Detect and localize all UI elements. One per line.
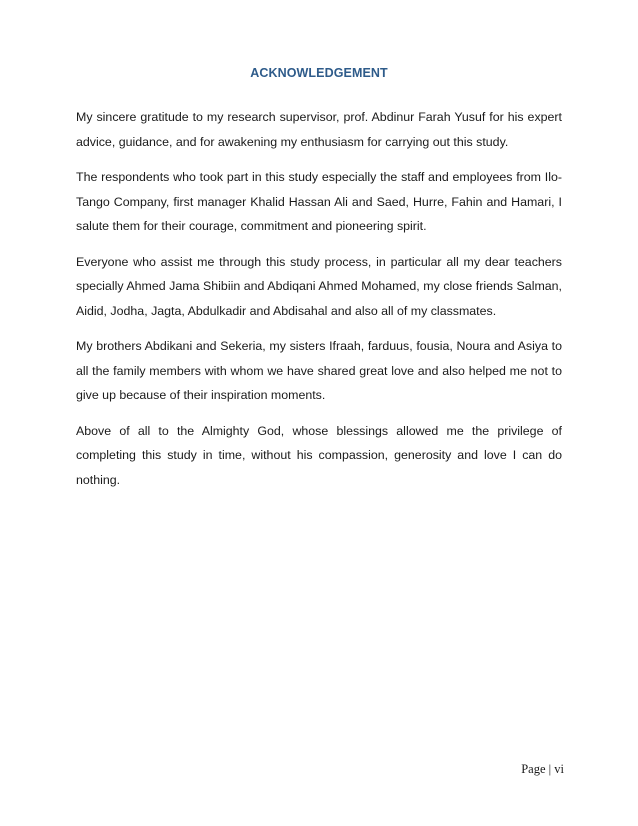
paragraph-supervisor: My sincere gratitude to my research supervisor, prof. Abdinur Farah Yusuf for his expert advice, guidance, and for awakening my enthusiasm for carrying out this study. bbox=[76, 110, 562, 149]
page-number: Page | vi bbox=[521, 762, 564, 776]
paragraph-teachers-friends: Everyone who assist me through this study process, in particular all my dear teachers specially Ahmed Jama Shibiin and Abdiqani Ahmed Mohamed, my close friends Salman, Aidid, Jodha, Jagta, Abdulkadir and Abdisahal and also all of my classmates. bbox=[76, 254, 562, 318]
acknowledgement-body bbox=[76, 105, 562, 503]
paragraph-family: My brothers Abdikani and Sekeria, my sisters Ifraah, farduus, fousia, Noura and Asiya to all the family members with whom we have shared great love and also helped me not to give up because of their inspiration moments. bbox=[76, 339, 562, 402]
page-title: ACKNOWLEDGEMENT bbox=[250, 66, 388, 80]
paragraph-respondents: The respondents who took part in this study especially the staff and employees from Ilo-Tango Company, first manager Khalid Hassan Ali and Saed, Hurre, Fahin and Hamari, I salute them for their courage, commitment and pioneering spirit. bbox=[76, 170, 562, 233]
paragraph-god: Above of all to the Almighty God, whose blessings allowed me the privilege of completing this study in time, without his compassion, generosity and love I can do nothing. bbox=[76, 423, 562, 487]
